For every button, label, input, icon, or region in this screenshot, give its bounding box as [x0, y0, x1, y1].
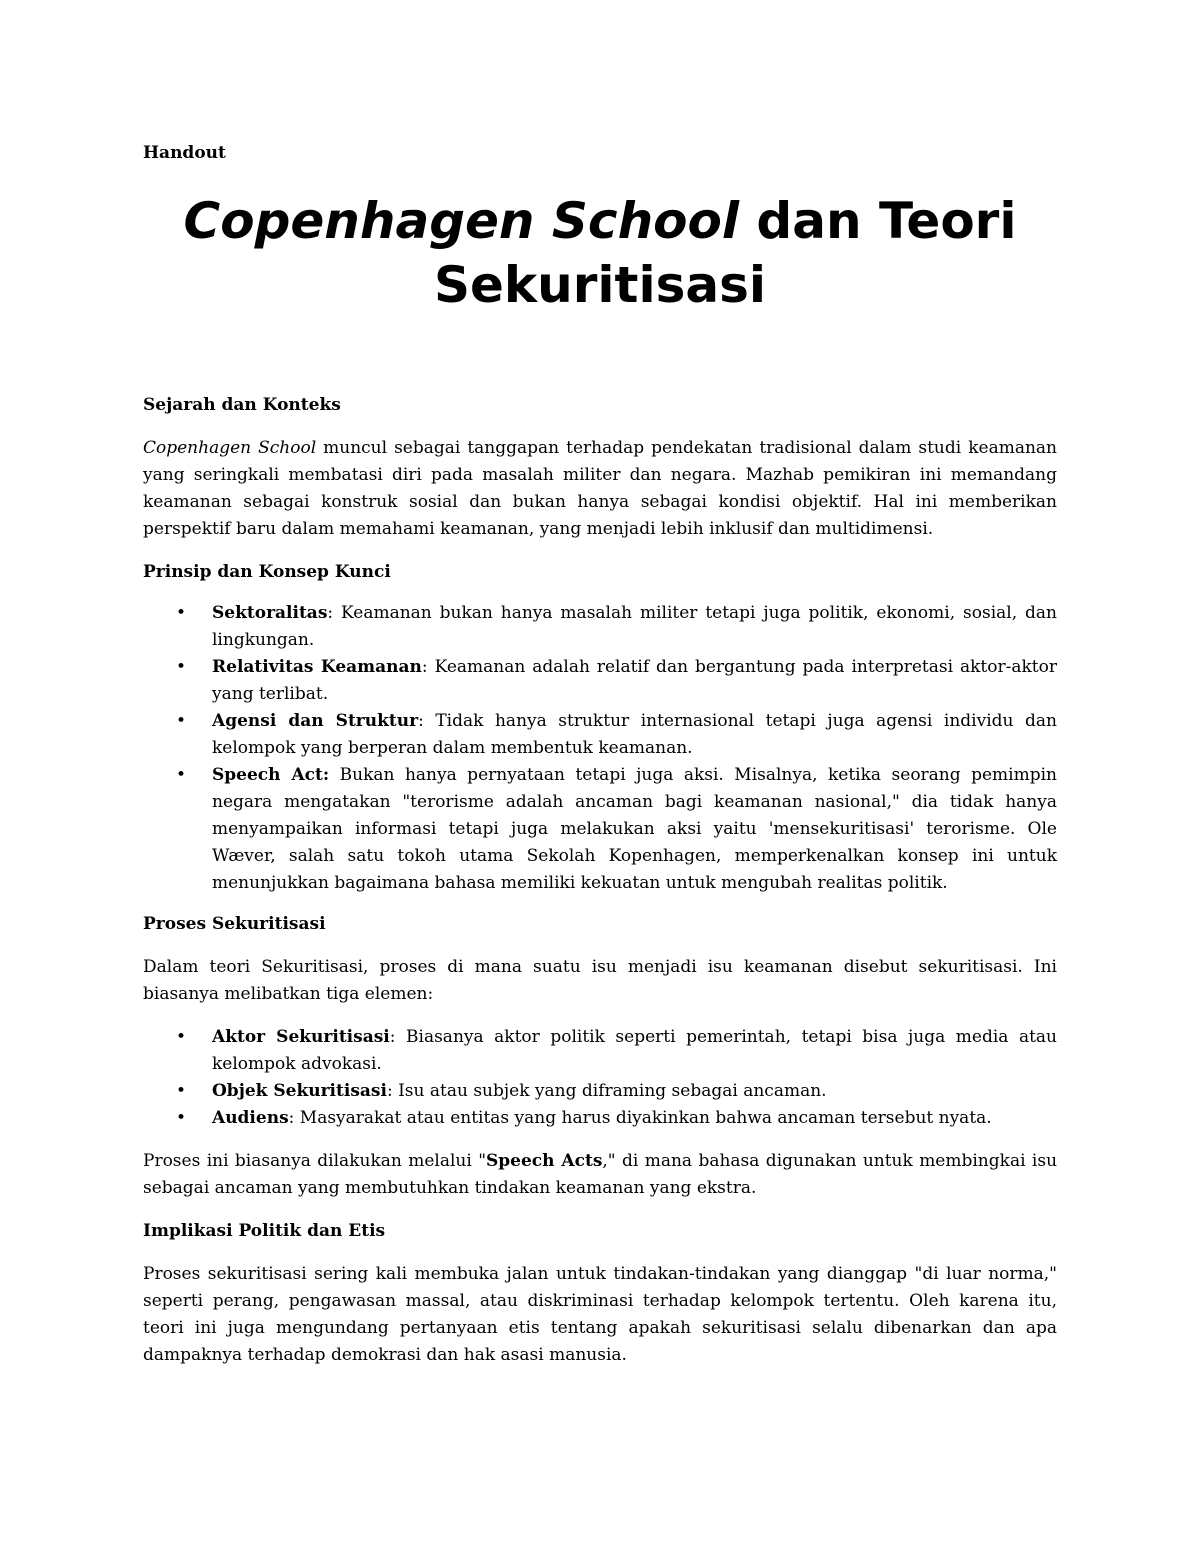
- list-item: [176, 708, 1057, 762]
- list-item: [176, 1024, 1058, 1078]
- item-term: Aktor Sekuritisasi: [212, 1027, 390, 1047]
- item-text: Bukan hanya pernyataan tetapi juga aksi. Misalnya, ketika seorang pemimpin negara mengatakan "terorisme adalah ancaman bagi keamanan nasional," dia tidak hanya menyampaikan informasi tetapi juga melakukan aksi yaitu 'mensekuritisasi' terorisme. Ole Wæver, salah satu tokoh utama Sekolah Kopenhagen, memperkenalkan konsep ini untuk menunjukkan bagaimana bahasa memiliki kekuatan untuk mengubah realitas politik.: [212, 765, 1058, 893]
- title-line2: Sekuritisasi: [433, 256, 766, 314]
- paragraph-sejarah: [143, 435, 1057, 543]
- item-sep: :: [389, 1027, 396, 1047]
- sejarah-text: muncul sebagai tanggapan terhadap pendekatan tradisional dalam studi keamanan yang seringkali membatasi diri pada masalah militer dan negara. Mazhab pemikiran ini memandang keamanan sebagai konstruk sosial dan bukan hanya sebagai kondisi objektif. Hal ini memberikan perspektif baru dalam memahami keamanan, yang menjadi lebih inklusif dan multidimensi.: [143, 438, 1057, 539]
- item-sep: :: [327, 603, 334, 623]
- item-sep: :: [418, 711, 424, 731]
- heading-prinsip: Prinsip dan Konsep Kunci: [143, 562, 391, 582]
- outro-after: ," di mana bahasa digunakan untuk membingkai isu sebagai ancaman yang membutuhkan tindakan keamanan yang ekstra.: [143, 1151, 1058, 1198]
- item-term: Agensi dan Struktur: [212, 711, 419, 731]
- outro-before: Proses ini biasanya dilakukan melalui ": [143, 1151, 487, 1171]
- outro-bold: Speech Acts: [486, 1151, 603, 1171]
- list-item: [176, 1078, 1057, 1105]
- paragraph-proses-outro: [143, 1148, 1057, 1202]
- item-term: Audiens: [212, 1108, 289, 1128]
- title-italic-part: Copenhagen School: [183, 192, 739, 250]
- proses-list: [143, 1024, 1057, 1132]
- list-item: [176, 762, 1058, 897]
- list-item: [176, 600, 1057, 654]
- item-sep: :: [421, 657, 428, 677]
- item-term: Sektoralitas: [212, 603, 328, 623]
- bullet-icon: •: [176, 657, 187, 677]
- paragraph-implikasi: Proses sekuritisasi sering kali membuka jalan untuk tindakan-tindakan yang dianggap "di luar norma," seperti perang, pengawasan massal, atau diskriminasi terhadap kelompok tertentu. Oleh karena itu, teori ini juga mengundang pertanyaan etis tentang apakah sekuritisasi selalu dibenarkan dan apa dampaknya terhadap demokrasi dan hak asasi manusia.: [143, 1264, 1057, 1365]
- item-sep: :: [386, 1081, 393, 1101]
- list-item: [176, 654, 1057, 708]
- bullet-icon: •: [176, 1027, 187, 1047]
- item-text: Biasanya aktor politik seperti pemerintah, tetapi bisa juga media atau kelompok advokasi.: [212, 1027, 1058, 1074]
- title-line1-rest: dan Teori: [739, 192, 1017, 250]
- item-text: Keamanan bukan hanya masalah militer tetapi juga politik, ekonomi, sosial, dan lingkungan.: [212, 603, 1057, 650]
- paragraph-proses-intro: Dalam teori Sekuritisasi, proses di mana suatu isu menjadi isu keamanan disebut sekuritisasi. Ini biasanya melibatkan tiga elemen:: [143, 957, 1057, 1004]
- item-sep: :: [288, 1108, 295, 1128]
- item-text: Isu atau subjek yang diframing sebagai ancaman.: [392, 1081, 827, 1101]
- page-title: [143, 189, 1057, 317]
- heading-proses: Proses Sekuritisasi: [143, 914, 326, 934]
- bullet-icon: •: [176, 711, 187, 731]
- doc-label: Handout: [143, 143, 226, 163]
- list-item: [176, 1105, 1057, 1132]
- bullet-icon: •: [176, 765, 187, 785]
- heading-implikasi: Implikasi Politik dan Etis: [143, 1221, 386, 1241]
- document-page: [143, 140, 1057, 1369]
- item-term: Objek Sekuritisasi: [212, 1081, 387, 1101]
- item-term: Speech Act:: [212, 765, 330, 785]
- bullet-icon: •: [176, 1108, 187, 1128]
- prinsip-list: [143, 600, 1057, 897]
- item-term: Relativitas Keamanan: [212, 657, 422, 677]
- heading-sejarah: Sejarah dan Konteks: [143, 395, 341, 415]
- bullet-icon: •: [176, 603, 187, 623]
- sejarah-italic-lead: Copenhagen School: [143, 438, 317, 458]
- item-text: Tidak hanya struktur internasional tetapi juga agensi individu dan kelompok yang berperan dalam membentuk keamanan.: [212, 711, 1057, 758]
- bullet-icon: •: [176, 1081, 187, 1101]
- item-text: Masyarakat atau entitas yang harus diyakinkan bahwa ancaman tersebut nyata.: [294, 1108, 992, 1128]
- item-text: Keamanan adalah relatif dan bergantung pada interpretasi aktor-aktor yang terlibat.: [212, 657, 1057, 704]
